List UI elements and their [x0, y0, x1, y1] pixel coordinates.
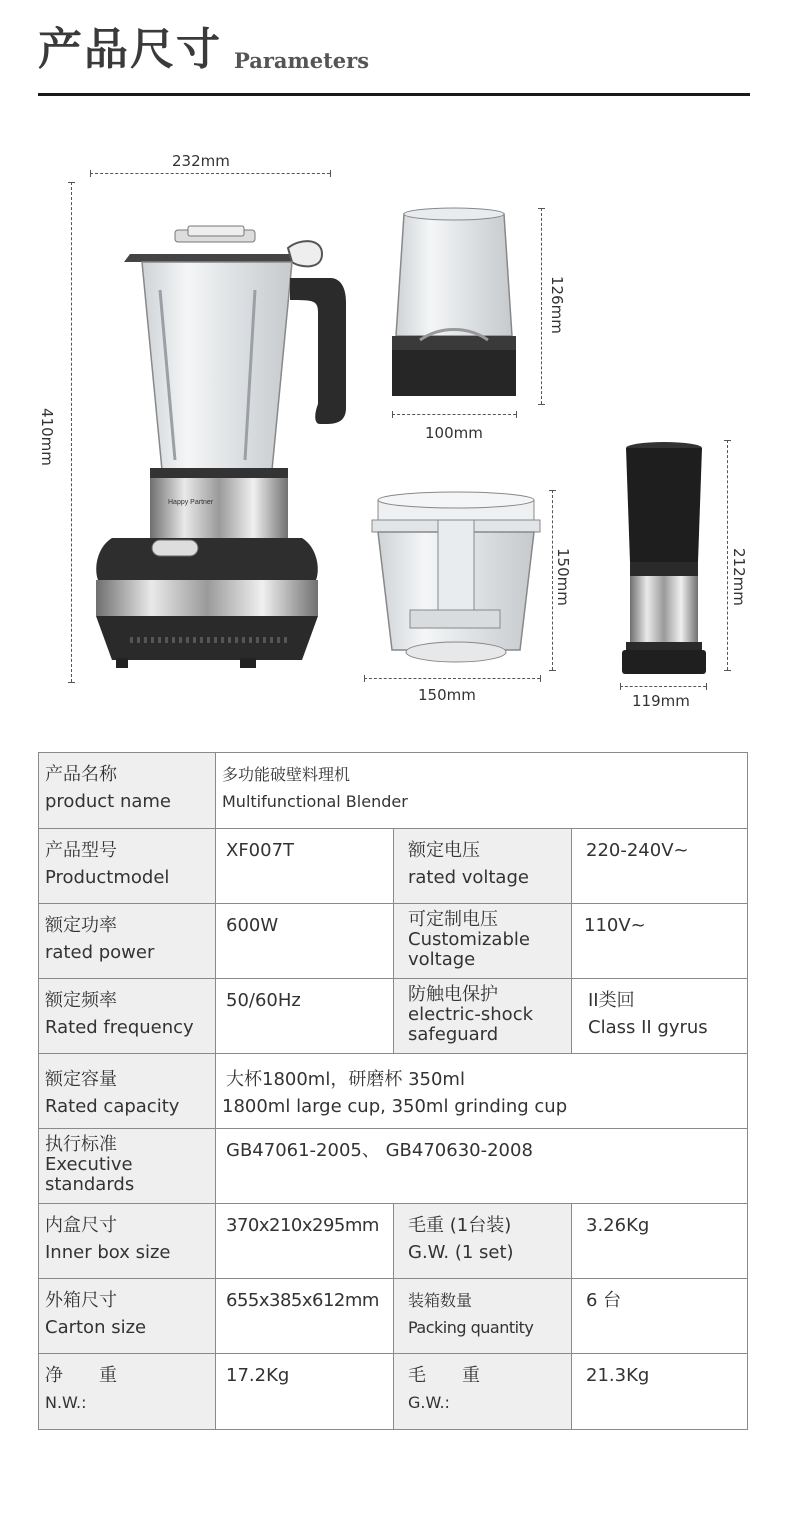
label-packing-cn: 装箱数量: [408, 1291, 473, 1310]
label-packing-en: Packing quantity: [408, 1318, 534, 1337]
juicer-tube-image: [622, 442, 706, 674]
label-net-weight-cn: 净 重: [45, 1365, 117, 1386]
value-model: XF007T: [226, 840, 295, 861]
value-carton: 655x385x612mm: [226, 1290, 379, 1311]
value-voltage: 220-240V~: [586, 840, 689, 861]
label-carton-cn: 外箱尺寸: [45, 1290, 117, 1311]
label-gross-weight-en: G.W.:: [408, 1393, 450, 1412]
table-row: [39, 1128, 747, 1203]
label-custom-voltage-cn: 可定制电压: [408, 909, 498, 930]
table-row: [39, 1203, 747, 1278]
label-voltage-cn: 额定电压: [408, 840, 480, 861]
table-row: [39, 828, 747, 903]
label-shock-en-2: safeguard: [408, 1024, 499, 1045]
table-row: [39, 1053, 747, 1128]
dim-juicer-width: 119mm: [632, 692, 690, 710]
label-capacity-cn: 额定容量: [45, 1069, 117, 1090]
dim-blender-height: 410mm: [38, 408, 56, 466]
value-standard: GB47061-2005、 GB470630-2008: [226, 1140, 533, 1161]
blender-main-image: [96, 226, 346, 668]
label-frequency-cn: 额定频率: [45, 990, 117, 1011]
label-voltage-en: rated voltage: [408, 867, 529, 888]
label-shock-cn: 防触电保护: [408, 984, 498, 1005]
label-net-weight-en: N.W.:: [45, 1393, 87, 1412]
value-custom-voltage: 110V~: [584, 915, 646, 936]
table-row: [39, 1353, 747, 1429]
value-gross-unit: 3.26Kg: [586, 1215, 650, 1236]
dim-chopper-width: 150mm: [418, 686, 476, 704]
dim-juicer-height: 212mm: [730, 548, 748, 606]
value-product-name-en: Multifunctional Blender: [222, 792, 408, 811]
label-power-cn: 额定功率: [45, 915, 117, 936]
grinder-cup-image: [392, 208, 516, 396]
value-net-weight: 17.2Kg: [226, 1365, 290, 1386]
value-capacity-cn: 大杯1800ml，研磨杯 350ml: [226, 1069, 465, 1090]
value-shock-cn: II类回: [588, 990, 635, 1011]
label-standard-en-1: Executive: [45, 1154, 133, 1175]
label-inner-box-cn: 内盒尺寸: [45, 1215, 117, 1236]
label-gross-weight-cn: 毛 重: [408, 1365, 480, 1386]
label-gross-unit-cn: 毛重 (1台装): [408, 1215, 512, 1236]
label-power-en: rated power: [45, 942, 155, 963]
label-custom-voltage-en-2: voltage: [408, 949, 476, 970]
label-capacity-en: Rated capacity: [45, 1096, 180, 1117]
label-gross-unit-en: G.W. (1 set): [408, 1242, 514, 1263]
table-row: [39, 903, 747, 978]
value-packing: 6 台: [586, 1290, 622, 1311]
dim-blender-width: 232mm: [172, 152, 230, 170]
value-gross-weight: 21.3Kg: [586, 1365, 650, 1386]
label-product-name-en: product name: [45, 791, 171, 812]
page-title-cn: 产品尺寸: [38, 24, 222, 75]
label-frequency-en: Rated frequency: [45, 1017, 194, 1038]
spec-table: [38, 752, 748, 1430]
value-shock-en: Class II gyrus: [588, 1017, 708, 1038]
label-shock-en-1: electric-shock: [408, 1004, 534, 1025]
label-inner-box-en: Inner box size: [45, 1242, 171, 1263]
label-custom-voltage-en-1: Customizable: [408, 929, 530, 950]
value-frequency: 50/60Hz: [226, 990, 301, 1011]
brand-logo-text: Happy Partner: [168, 499, 214, 506]
label-standard-cn: 执行标准: [45, 1134, 117, 1155]
table-row: [39, 753, 747, 828]
value-capacity-en: 1800ml large cup, 350ml grinding cup: [222, 1096, 568, 1117]
page-title-en: Parameters: [234, 48, 370, 73]
value-inner-box: 370x210x295mm: [226, 1215, 379, 1236]
table-row: [39, 978, 747, 1053]
label-standard-en-2: standards: [45, 1174, 135, 1195]
dim-grinder-height: 126mm: [548, 276, 566, 334]
value-power: 600W: [226, 915, 279, 936]
dim-grinder-width: 100mm: [425, 424, 483, 442]
dim-chopper-height: 150mm: [554, 548, 572, 606]
product-illustration: [0, 0, 790, 740]
label-model-en: Productmodel: [45, 867, 170, 888]
label-model-cn: 产品型号: [45, 840, 117, 861]
chopper-bowl-image: [372, 492, 540, 662]
table-row: [39, 1278, 747, 1353]
label-carton-en: Carton size: [45, 1317, 147, 1338]
label-product-name-cn: 产品名称: [45, 764, 117, 785]
value-product-name-cn: 多功能破壁料理机: [222, 765, 351, 784]
